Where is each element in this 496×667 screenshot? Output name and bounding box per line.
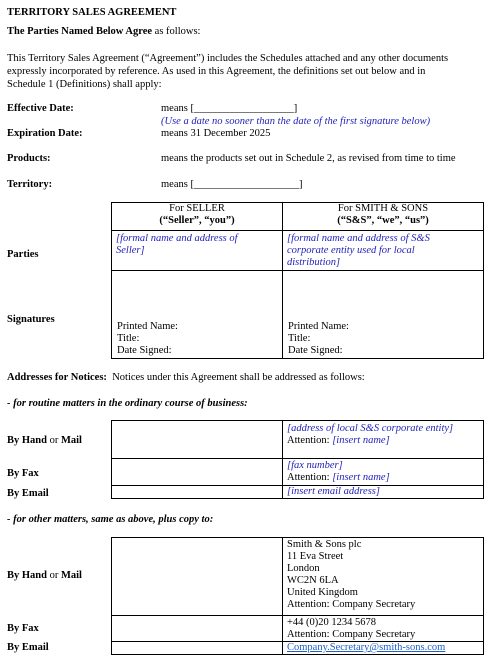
expiration-date-value: means 31 December 2025 bbox=[161, 128, 271, 139]
routine-hand-left-cell bbox=[112, 421, 283, 459]
routine-attention-2-label: Attention: bbox=[287, 472, 333, 483]
routine-heading: - for routine matters in the ordinary course of business: bbox=[7, 398, 248, 409]
other-notices-table bbox=[111, 537, 484, 655]
parties-table bbox=[111, 202, 484, 359]
other-address-line-3: London bbox=[287, 563, 320, 574]
other-email-label: By Email bbox=[7, 642, 49, 653]
routine-attention-2-value: [insert name] bbox=[332, 472, 390, 483]
other-address-line-2: 11 Eva Street bbox=[287, 551, 344, 562]
routine-address: [address of local S&S corporate entity] bbox=[287, 423, 454, 434]
smith-signature-fields bbox=[288, 321, 349, 357]
signatures-row-label: Signatures bbox=[7, 314, 55, 325]
seller-date-signed: Date Signed: bbox=[117, 345, 172, 356]
other-hand-or: or bbox=[46, 570, 61, 581]
routine-fax-number: [fax number] bbox=[287, 460, 343, 471]
routine-hand-bold: By Hand bbox=[7, 435, 47, 446]
document-title: TERRITORY SALES AGREEMENT bbox=[7, 7, 177, 18]
notices-text: Notices under this Agreement shall be addressed as follows: bbox=[112, 372, 365, 383]
other-email-link[interactable]: Company.Secretary@smith-sons.com bbox=[287, 642, 446, 653]
smith-printed-name: Printed Name: bbox=[288, 321, 349, 332]
seller-signature-fields bbox=[117, 321, 178, 357]
other-fax-number: +44 (0)20 1234 5678 bbox=[287, 617, 377, 628]
routine-attention-1-value: [insert name] bbox=[332, 435, 390, 446]
other-address-line-1: Smith & Sons plc bbox=[287, 539, 362, 550]
notices-label: Addresses for Notices: bbox=[7, 372, 107, 383]
other-address-line-5: United Kingdom bbox=[287, 587, 358, 598]
smith-party-line2: corporate entity used for local bbox=[287, 245, 415, 256]
routine-fax-left-cell bbox=[112, 459, 283, 486]
effective-date-label: Effective Date: bbox=[7, 103, 74, 114]
products-value: means the products set out in Schedule 2, as revised from time to time bbox=[161, 153, 456, 164]
effective-date-value: means [___________________] bbox=[161, 103, 298, 114]
seller-signature-cell[interactable] bbox=[112, 271, 283, 359]
seller-header bbox=[112, 203, 283, 231]
routine-mail-bold: Mail bbox=[60, 435, 82, 446]
routine-email-label: By Email bbox=[7, 488, 49, 499]
seller-title: Title: bbox=[117, 333, 140, 344]
parties-heading bbox=[7, 26, 200, 37]
parties-heading-bold: The Parties Named Below Agree bbox=[7, 26, 153, 37]
parties-heading-rest: as follows: bbox=[154, 26, 201, 37]
other-fax-attention: Attention: Company Secretary bbox=[287, 629, 416, 640]
intro-line-3: Schedule 1 (Definitions) shall apply: bbox=[7, 79, 162, 90]
territory-label: Territory: bbox=[7, 179, 53, 190]
other-hand-bold: By Hand bbox=[7, 570, 47, 581]
intro-line-1: This Territory Sales Agreement (“Agreement”) includes the Schedules attached and any other documents bbox=[7, 53, 449, 64]
seller-printed-name: Printed Name: bbox=[117, 321, 178, 332]
routine-notices-table bbox=[111, 420, 484, 499]
smith-header-line2: (“S&S”, “we”, “us”) bbox=[337, 215, 429, 226]
other-fax-label: By Fax bbox=[7, 623, 39, 634]
other-hand-label bbox=[7, 570, 82, 581]
routine-attention-2 bbox=[287, 472, 479, 484]
routine-hand-or: or bbox=[46, 435, 61, 446]
other-mail-bold: Mail bbox=[60, 570, 82, 581]
effective-date-note: (Use a date no sooner than the date of the first signature below) bbox=[161, 116, 431, 127]
routine-fax-cell bbox=[283, 459, 484, 486]
other-address-line-4: WC2N 6LA bbox=[287, 575, 339, 586]
routine-attention-1 bbox=[287, 435, 479, 447]
routine-attention-1-label: Attention: bbox=[287, 435, 333, 446]
routine-hand-label bbox=[7, 435, 82, 446]
smith-header bbox=[283, 203, 484, 231]
other-address-cell bbox=[283, 538, 484, 616]
intro-line-2: expressly incorporated by reference. As used in this Agreement, the definitions set out below and in bbox=[7, 66, 426, 77]
seller-party-line1: [formal name and address of bbox=[116, 233, 238, 244]
routine-fax-label: By Fax bbox=[7, 468, 39, 479]
other-heading: - for other matters, same as above, plus copy to: bbox=[7, 514, 214, 525]
routine-email-cell: [insert email address] bbox=[283, 486, 484, 499]
parties-row-label: Parties bbox=[7, 249, 39, 260]
notices-line bbox=[7, 372, 365, 383]
seller-party-cell[interactable] bbox=[112, 231, 283, 271]
routine-hand-cell bbox=[283, 421, 484, 459]
smith-party-line3: distribution] bbox=[287, 257, 341, 268]
routine-email-left-cell bbox=[112, 486, 283, 499]
products-label: Products: bbox=[7, 153, 51, 164]
smith-date-signed: Date Signed: bbox=[288, 345, 343, 356]
smith-signature-cell[interactable] bbox=[283, 271, 484, 359]
other-email-left-cell bbox=[112, 642, 283, 655]
seller-header-line1: For SELLER bbox=[169, 203, 225, 214]
other-fax-left-cell bbox=[112, 616, 283, 642]
other-address-line-6: Attention: Company Secretary bbox=[287, 599, 416, 610]
smith-header-line1: For SMITH & SONS bbox=[337, 203, 429, 214]
seller-header-line2: (“Seller”, “you”) bbox=[159, 215, 235, 226]
expiration-date-label: Expiration Date: bbox=[7, 128, 83, 139]
smith-title: Title: bbox=[288, 333, 311, 344]
other-fax-cell bbox=[283, 616, 484, 642]
other-hand-left-cell bbox=[112, 538, 283, 616]
seller-party-line2: Seller] bbox=[116, 245, 145, 256]
smith-party-line1: [formal name and address of S&S bbox=[287, 233, 430, 244]
territory-value: means [____________________] bbox=[161, 179, 303, 190]
smith-party-cell[interactable] bbox=[283, 231, 484, 271]
other-email-cell bbox=[283, 642, 484, 655]
